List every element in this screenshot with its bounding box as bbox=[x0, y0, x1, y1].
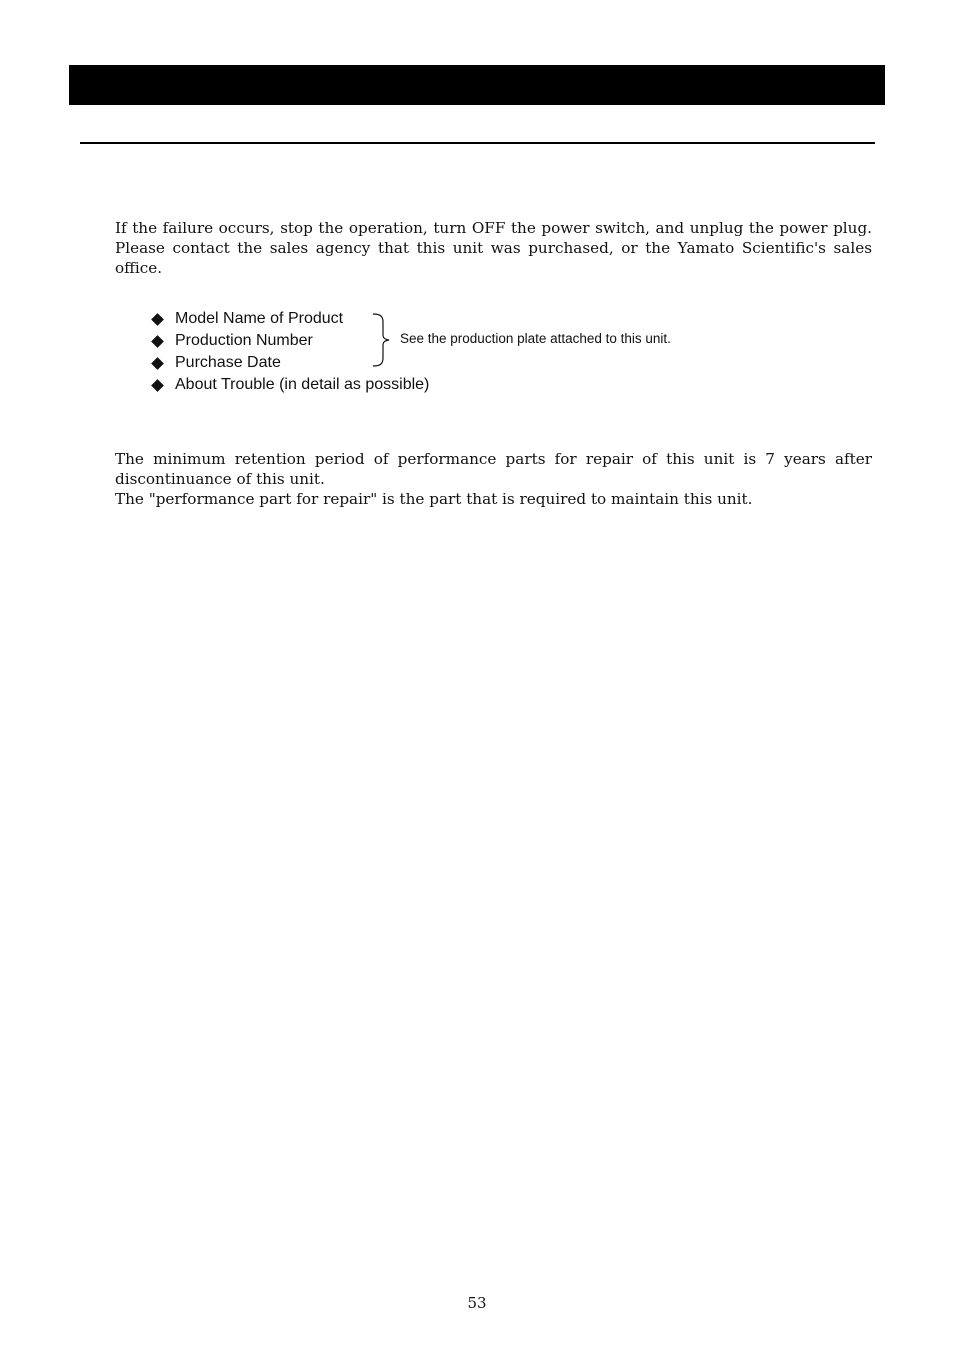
parts-retention-paragraph bbox=[115, 449, 872, 509]
production-plate-note: See the production plate attached to this unit. bbox=[400, 331, 671, 346]
text-line: discontinuance of this unit. bbox=[115, 470, 325, 488]
list-item-label: Purchase Date bbox=[175, 354, 281, 371]
text-line: The minimum retention period of performance parts for repair of this unit is 7 years after bbox=[115, 450, 872, 468]
page-number: 53 bbox=[467, 1294, 487, 1312]
section-title-rule bbox=[80, 142, 875, 144]
list-item-label: About Trouble (in detail as possible) bbox=[175, 376, 430, 393]
curly-brace-icon bbox=[370, 312, 394, 368]
failure-instructions-paragraph bbox=[115, 218, 872, 278]
diamond-bullet-icon bbox=[151, 335, 164, 348]
text-line: Please contact the sales agency that this unit was purchased, or the Yamato Scientific's sales bbox=[115, 239, 872, 257]
section-header-bar bbox=[69, 65, 885, 105]
text-line: If the failure occurs, stop the operation, turn OFF the power switch, and unplug the power plug. bbox=[115, 219, 872, 237]
text-line: The "performance part for repair" is the part that is required to maintain this unit. bbox=[115, 490, 753, 508]
list-item-label: Production Number bbox=[175, 332, 313, 349]
diamond-bullet-icon bbox=[151, 313, 164, 326]
text-line: office. bbox=[115, 259, 163, 277]
diamond-bullet-icon bbox=[151, 379, 164, 392]
list-item bbox=[150, 374, 429, 396]
list-item-label: Model Name of Product bbox=[175, 310, 344, 327]
diamond-bullet-icon bbox=[151, 357, 164, 370]
